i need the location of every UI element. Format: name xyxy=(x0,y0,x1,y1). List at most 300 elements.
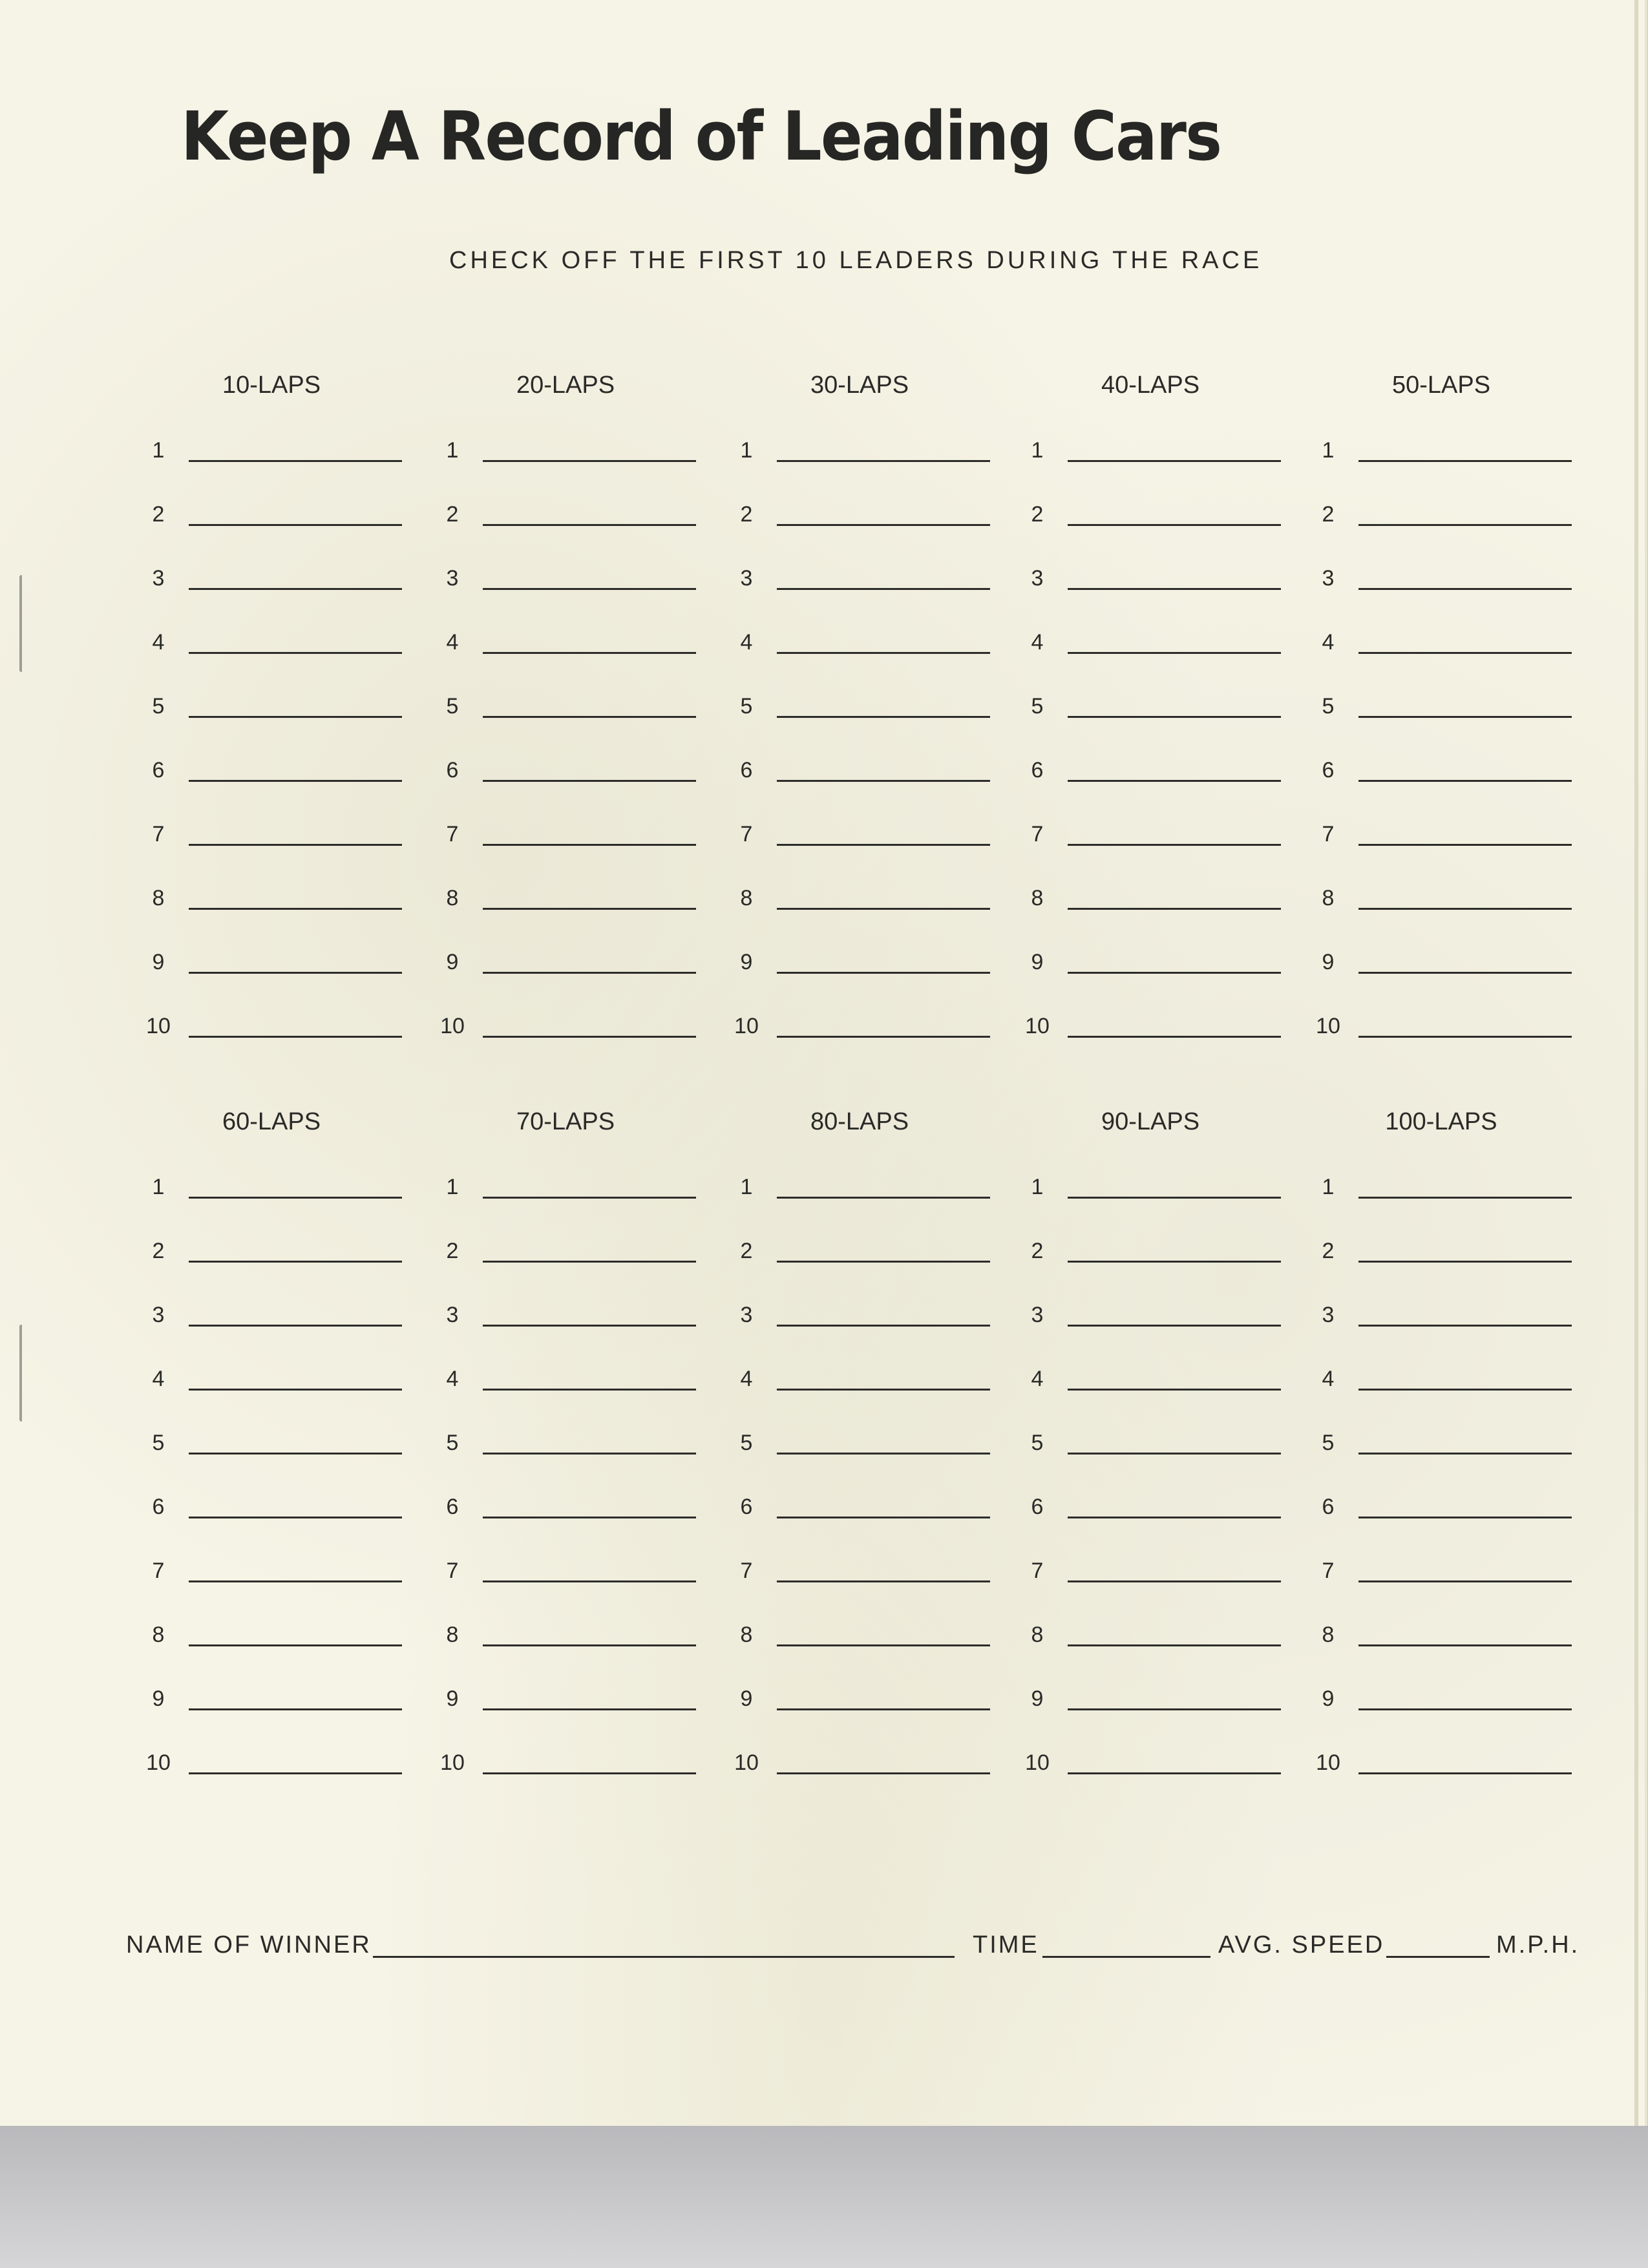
leader-entry-field[interactable] xyxy=(777,908,990,910)
position-number: 8 xyxy=(1322,886,1335,910)
leader-row xyxy=(724,1729,995,1781)
position-number: 3 xyxy=(1322,566,1335,591)
position-number: 10 xyxy=(1025,1750,1050,1775)
leader-row xyxy=(1015,1345,1286,1397)
position-number: 4 xyxy=(1322,1367,1335,1391)
leader-row xyxy=(430,1601,701,1653)
position-number: 8 xyxy=(152,1622,165,1647)
leader-row xyxy=(136,1345,407,1397)
leader-entry-field[interactable] xyxy=(483,1772,696,1774)
leader-row xyxy=(430,1153,701,1205)
position-number: 3 xyxy=(446,566,459,591)
leader-row xyxy=(1305,417,1577,468)
lap-block-header: 70-LAPS xyxy=(516,1108,615,1135)
lap-block xyxy=(430,1108,701,1793)
position-number: 10 xyxy=(1025,1014,1050,1038)
lap-block xyxy=(136,1108,407,1793)
leader-entry-field[interactable] xyxy=(1068,1389,1281,1391)
leader-row xyxy=(1015,481,1286,532)
position-number: 2 xyxy=(1322,502,1335,527)
position-number: 7 xyxy=(1322,822,1335,846)
leader-entry-field[interactable] xyxy=(189,972,402,974)
position-number: 2 xyxy=(740,1239,753,1263)
lap-block-header: 40-LAPS xyxy=(1101,372,1200,399)
position-number: 9 xyxy=(740,950,753,974)
position-number: 7 xyxy=(740,822,753,846)
leader-row xyxy=(724,801,995,852)
lap-block xyxy=(1015,1108,1286,1793)
position-number: 9 xyxy=(152,950,165,974)
position-number: 2 xyxy=(152,1239,165,1263)
leader-entry-field[interactable] xyxy=(1068,1325,1281,1327)
leader-entry-field[interactable] xyxy=(1068,652,1281,654)
leader-row xyxy=(430,1217,701,1269)
leader-row xyxy=(1305,673,1577,724)
leader-row xyxy=(724,737,995,788)
leader-entry-field[interactable] xyxy=(1068,972,1281,974)
leader-row xyxy=(1305,737,1577,788)
position-number: 9 xyxy=(1322,950,1335,974)
leader-row xyxy=(430,1473,701,1525)
leader-entry-field[interactable] xyxy=(1068,1517,1281,1518)
winner-label: NAME OF WINNER xyxy=(126,1931,372,1958)
page-edge xyxy=(1634,0,1638,2126)
leader-entry-field[interactable] xyxy=(189,780,402,782)
position-number: 5 xyxy=(152,1431,165,1455)
leader-entry-field[interactable] xyxy=(483,908,696,910)
position-number: 1 xyxy=(1031,438,1044,463)
position-number: 3 xyxy=(152,566,165,591)
leader-entry-field[interactable] xyxy=(1358,652,1572,654)
leader-row xyxy=(724,1665,995,1717)
position-number: 9 xyxy=(1322,1686,1335,1711)
leader-row xyxy=(430,1409,701,1461)
leader-entry-field[interactable] xyxy=(189,652,402,654)
position-number: 7 xyxy=(1322,1559,1335,1583)
position-number: 6 xyxy=(740,758,753,782)
lap-block-header: 80-LAPS xyxy=(810,1108,909,1135)
position-number: 6 xyxy=(1031,758,1044,782)
leader-row xyxy=(430,1729,701,1781)
leader-row xyxy=(724,992,995,1044)
position-number: 6 xyxy=(1322,758,1335,782)
leader-entry-field[interactable] xyxy=(189,716,402,718)
avg-speed-label: AVG. SPEED xyxy=(1218,1931,1385,1958)
leader-row xyxy=(1305,1281,1577,1333)
leader-row xyxy=(136,545,407,596)
position-number: 1 xyxy=(152,438,165,463)
position-number: 1 xyxy=(446,438,459,463)
leader-row xyxy=(430,1345,701,1397)
position-number: 10 xyxy=(440,1014,465,1038)
leader-entry-field[interactable] xyxy=(189,1580,402,1582)
leader-row xyxy=(430,1281,701,1333)
leader-row xyxy=(724,609,995,660)
lap-block-header: 10-LAPS xyxy=(222,372,321,399)
leader-entry-field[interactable] xyxy=(1358,1453,1572,1454)
position-number: 8 xyxy=(740,886,753,910)
leader-entry-field[interactable] xyxy=(483,524,696,526)
position-number: 3 xyxy=(1031,1303,1044,1327)
leader-row xyxy=(1015,737,1286,788)
leader-entry-field[interactable] xyxy=(1068,1261,1281,1263)
leader-row xyxy=(1015,609,1286,660)
leader-entry-field[interactable] xyxy=(777,1197,990,1199)
leader-entry-field[interactable] xyxy=(483,588,696,590)
position-number: 5 xyxy=(1322,694,1335,719)
leader-entry-field[interactable] xyxy=(1068,1708,1281,1710)
position-number: 5 xyxy=(1031,1431,1044,1455)
position-number: 2 xyxy=(1322,1239,1335,1263)
leader-row xyxy=(1305,1345,1577,1397)
leader-row xyxy=(724,417,995,468)
position-number: 9 xyxy=(1031,1686,1044,1711)
leader-row xyxy=(724,1153,995,1205)
leader-entry-field[interactable] xyxy=(189,1197,402,1199)
leader-row xyxy=(136,801,407,852)
leader-entry-field[interactable] xyxy=(483,652,696,654)
leader-entry-field[interactable] xyxy=(483,1708,696,1710)
leader-entry-field[interactable] xyxy=(1358,1261,1572,1263)
leader-entry-field[interactable] xyxy=(777,972,990,974)
position-number: 3 xyxy=(1031,566,1044,591)
position-number: 4 xyxy=(446,630,459,655)
leader-row xyxy=(136,481,407,532)
leader-entry-field[interactable] xyxy=(1068,716,1281,718)
leader-row xyxy=(430,1537,701,1589)
leader-row xyxy=(136,737,407,788)
position-number: 2 xyxy=(152,502,165,527)
leader-entry-field[interactable] xyxy=(777,716,990,718)
leader-row xyxy=(1015,673,1286,724)
leader-row xyxy=(1305,1473,1577,1525)
leader-row xyxy=(430,992,701,1044)
leader-row xyxy=(1015,1281,1286,1333)
leader-row xyxy=(1305,1153,1577,1205)
leader-entry-field[interactable] xyxy=(483,1580,696,1582)
position-number: 4 xyxy=(1322,630,1335,655)
leader-row xyxy=(724,1281,995,1333)
leader-entry-field[interactable] xyxy=(1358,588,1572,590)
position-number: 9 xyxy=(1031,950,1044,974)
leader-row xyxy=(1305,481,1577,532)
leader-row xyxy=(136,1473,407,1525)
leader-entry-field[interactable] xyxy=(189,1708,402,1710)
leader-row xyxy=(724,481,995,532)
position-number: 7 xyxy=(1031,1559,1044,1583)
leader-row xyxy=(1015,1217,1286,1269)
leader-row xyxy=(136,865,407,916)
leader-row xyxy=(136,1665,407,1717)
leader-row xyxy=(1015,1409,1286,1461)
leaders-grid xyxy=(136,372,1583,1793)
position-number: 5 xyxy=(446,1431,459,1455)
leader-entry-field[interactable] xyxy=(1068,1197,1281,1199)
leader-entry-field[interactable] xyxy=(777,1644,990,1646)
leader-entry-field[interactable] xyxy=(1068,1580,1281,1582)
leader-entry-field[interactable] xyxy=(1068,908,1281,910)
leader-row xyxy=(1015,1729,1286,1781)
winner-name-field[interactable] xyxy=(373,1956,955,1958)
instructions-subtitle: CHECK OFF THE FIRST 10 LEADERS DURING THE RACE xyxy=(449,247,1263,274)
leader-entry-field[interactable] xyxy=(777,780,990,782)
leader-row xyxy=(430,929,701,980)
lap-block-header: 90-LAPS xyxy=(1101,1108,1200,1135)
leader-row xyxy=(1015,417,1286,468)
position-number: 4 xyxy=(1031,630,1044,655)
leader-entry-field[interactable] xyxy=(777,588,990,590)
position-number: 7 xyxy=(740,1559,753,1583)
leader-row xyxy=(1015,865,1286,916)
position-number: 9 xyxy=(740,1686,753,1711)
leader-row xyxy=(430,545,701,596)
leader-row xyxy=(1305,929,1577,980)
leader-row xyxy=(724,545,995,596)
staple-mark-bottom xyxy=(19,1325,27,1422)
leader-row xyxy=(724,929,995,980)
leader-row xyxy=(136,929,407,980)
leader-row xyxy=(136,417,407,468)
leader-entry-field[interactable] xyxy=(777,1261,990,1263)
staple-mark-top xyxy=(19,575,27,672)
leader-row xyxy=(724,1217,995,1269)
lap-block xyxy=(1015,372,1286,1056)
leader-row xyxy=(724,673,995,724)
position-number: 2 xyxy=(446,1239,459,1263)
leader-row xyxy=(1015,1537,1286,1589)
leader-entry-field[interactable] xyxy=(483,844,696,846)
leader-entry-field[interactable] xyxy=(777,524,990,526)
leader-entry-field[interactable] xyxy=(1358,1517,1572,1518)
mph-label: M.P.H. xyxy=(1496,1931,1580,1958)
position-number: 4 xyxy=(152,630,165,655)
leader-entry-field[interactable] xyxy=(1068,588,1281,590)
leader-entry-field[interactable] xyxy=(483,1325,696,1327)
winner-footer xyxy=(126,1913,1587,1964)
leader-entry-field[interactable] xyxy=(483,1036,696,1038)
leader-entry-field[interactable] xyxy=(189,1644,402,1646)
position-number: 9 xyxy=(152,1686,165,1711)
leader-entry-field[interactable] xyxy=(1358,1197,1572,1199)
leader-entry-field[interactable] xyxy=(483,1517,696,1518)
leader-entry-field[interactable] xyxy=(1358,1389,1572,1391)
leader-entry-field[interactable] xyxy=(1068,1644,1281,1646)
position-number: 3 xyxy=(1322,1303,1335,1327)
position-number: 8 xyxy=(446,886,459,910)
time-label: TIME xyxy=(973,1931,1039,1958)
position-number: 7 xyxy=(1031,822,1044,846)
leader-row xyxy=(430,737,701,788)
position-number: 1 xyxy=(1031,1175,1044,1199)
leader-row xyxy=(1015,801,1286,852)
leader-row xyxy=(430,609,701,660)
leader-entry-field[interactable] xyxy=(189,908,402,910)
position-number: 3 xyxy=(446,1303,459,1327)
leader-entry-field[interactable] xyxy=(1068,1453,1281,1454)
leader-entry-field[interactable] xyxy=(483,1197,696,1199)
leader-entry-field[interactable] xyxy=(189,1772,402,1774)
leader-row xyxy=(136,673,407,724)
leader-entry-field[interactable] xyxy=(189,588,402,590)
leader-row xyxy=(136,1153,407,1205)
lap-block xyxy=(724,1108,995,1793)
position-number: 4 xyxy=(446,1367,459,1391)
position-number: 10 xyxy=(1316,1750,1340,1775)
leader-entry-field[interactable] xyxy=(189,460,402,462)
leader-row xyxy=(724,1537,995,1589)
position-number: 9 xyxy=(446,1686,459,1711)
leader-row xyxy=(136,992,407,1044)
leader-entry-field[interactable] xyxy=(777,1453,990,1454)
lap-block-header: 60-LAPS xyxy=(222,1108,321,1135)
leader-entry-field[interactable] xyxy=(777,1325,990,1327)
position-number: 10 xyxy=(734,1750,759,1775)
leader-row xyxy=(724,1473,995,1525)
leader-entry-field[interactable] xyxy=(1068,780,1281,782)
position-number: 2 xyxy=(1031,1239,1044,1263)
leader-entry-field[interactable] xyxy=(777,1517,990,1518)
leader-row xyxy=(1305,801,1577,852)
position-number: 6 xyxy=(152,1495,165,1519)
leader-entry-field[interactable] xyxy=(1358,1325,1572,1327)
position-number: 4 xyxy=(740,630,753,655)
leader-row xyxy=(136,1729,407,1781)
leader-entry-field[interactable] xyxy=(1068,524,1281,526)
lap-block xyxy=(724,372,995,1056)
leader-entry-field[interactable] xyxy=(189,1261,402,1263)
leader-entry-field[interactable] xyxy=(483,972,696,974)
leader-entry-field[interactable] xyxy=(1358,1036,1572,1038)
leader-entry-field[interactable] xyxy=(1068,460,1281,462)
position-number: 6 xyxy=(1031,1495,1044,1519)
leader-entry-field[interactable] xyxy=(189,1325,402,1327)
lap-block-header: 50-LAPS xyxy=(1391,372,1491,399)
leader-entry-field[interactable] xyxy=(777,652,990,654)
leader-entry-field[interactable] xyxy=(1358,844,1572,846)
leader-entry-field[interactable] xyxy=(1358,1580,1572,1582)
position-number: 10 xyxy=(440,1750,465,1775)
leader-entry-field[interactable] xyxy=(189,1036,402,1038)
leader-row xyxy=(1015,1601,1286,1653)
position-number: 5 xyxy=(1031,694,1044,719)
time-field[interactable] xyxy=(1042,1956,1210,1958)
leader-entry-field[interactable] xyxy=(483,1389,696,1391)
leader-entry-field[interactable] xyxy=(189,1453,402,1454)
leader-entry-field[interactable] xyxy=(189,844,402,846)
leader-entry-field[interactable] xyxy=(483,1453,696,1454)
leader-row xyxy=(430,417,701,468)
position-number: 5 xyxy=(740,1431,753,1455)
lap-block xyxy=(430,372,701,1056)
leader-row xyxy=(1305,545,1577,596)
position-number: 6 xyxy=(446,758,459,782)
leader-row xyxy=(1305,1537,1577,1589)
leader-entry-field[interactable] xyxy=(483,1644,696,1646)
lap-block-header: 100-LAPS xyxy=(1385,1108,1497,1135)
leader-entry-field[interactable] xyxy=(1068,1036,1281,1038)
leader-row xyxy=(136,1281,407,1333)
position-number: 3 xyxy=(152,1303,165,1327)
leader-row xyxy=(136,1409,407,1461)
leader-row xyxy=(430,673,701,724)
leader-entry-field[interactable] xyxy=(777,1580,990,1582)
leader-entry-field[interactable] xyxy=(1358,1708,1572,1710)
leader-entry-field[interactable] xyxy=(1068,1772,1281,1774)
leader-row xyxy=(1305,1217,1577,1269)
leader-entry-field[interactable] xyxy=(483,716,696,718)
position-number: 4 xyxy=(1031,1367,1044,1391)
leader-row xyxy=(430,481,701,532)
leader-row xyxy=(1305,609,1577,660)
leader-row xyxy=(1305,992,1577,1044)
position-number: 1 xyxy=(1322,1175,1335,1199)
leader-entry-field[interactable] xyxy=(777,1772,990,1774)
position-number: 8 xyxy=(1322,1622,1335,1647)
leader-entry-field[interactable] xyxy=(777,1708,990,1710)
position-number: 8 xyxy=(1031,1622,1044,1647)
leader-entry-field[interactable] xyxy=(1358,524,1572,526)
leader-entry-field[interactable] xyxy=(777,1389,990,1391)
leader-row xyxy=(430,865,701,916)
position-number: 2 xyxy=(1031,502,1044,527)
position-number: 6 xyxy=(1322,1495,1335,1519)
leader-entry-field[interactable] xyxy=(483,460,696,462)
avg-speed-field[interactable] xyxy=(1386,1956,1490,1958)
position-number: 5 xyxy=(740,694,753,719)
leader-entry-field[interactable] xyxy=(1358,908,1572,910)
leader-entry-field[interactable] xyxy=(1358,1772,1572,1774)
leader-row xyxy=(136,609,407,660)
position-number: 5 xyxy=(152,694,165,719)
position-number: 6 xyxy=(446,1495,459,1519)
leader-entry-field[interactable] xyxy=(1358,460,1572,462)
leader-entry-field[interactable] xyxy=(1358,1644,1572,1646)
leader-row xyxy=(430,801,701,852)
leader-entry-field[interactable] xyxy=(777,1036,990,1038)
leader-row xyxy=(136,1217,407,1269)
leader-row xyxy=(1015,992,1286,1044)
position-number: 1 xyxy=(740,438,753,463)
leader-entry-field[interactable] xyxy=(1358,972,1572,974)
position-number: 8 xyxy=(1031,886,1044,910)
leader-row xyxy=(136,1537,407,1589)
leader-row xyxy=(136,1601,407,1653)
position-number: 4 xyxy=(740,1367,753,1391)
leader-row xyxy=(1305,1601,1577,1653)
leader-entry-field[interactable] xyxy=(1358,716,1572,718)
leader-entry-field[interactable] xyxy=(1068,844,1281,846)
leader-row xyxy=(724,1409,995,1461)
lap-block xyxy=(1305,372,1577,1056)
position-number: 10 xyxy=(1316,1014,1340,1038)
leader-row xyxy=(724,1601,995,1653)
leader-entry-field[interactable] xyxy=(189,1517,402,1518)
leader-row xyxy=(1015,1473,1286,1525)
leader-entry-field[interactable] xyxy=(189,1389,402,1391)
position-number: 1 xyxy=(446,1175,459,1199)
lap-block-header: 30-LAPS xyxy=(810,372,909,399)
leader-entry-field[interactable] xyxy=(777,844,990,846)
leader-entry-field[interactable] xyxy=(483,780,696,782)
position-number: 10 xyxy=(146,1750,171,1775)
position-number: 3 xyxy=(740,566,753,591)
leader-entry-field[interactable] xyxy=(777,460,990,462)
leader-entry-field[interactable] xyxy=(483,1261,696,1263)
lap-block xyxy=(1305,1108,1577,1793)
leader-entry-field[interactable] xyxy=(1358,780,1572,782)
leader-row xyxy=(1015,929,1286,980)
leader-entry-field[interactable] xyxy=(189,524,402,526)
